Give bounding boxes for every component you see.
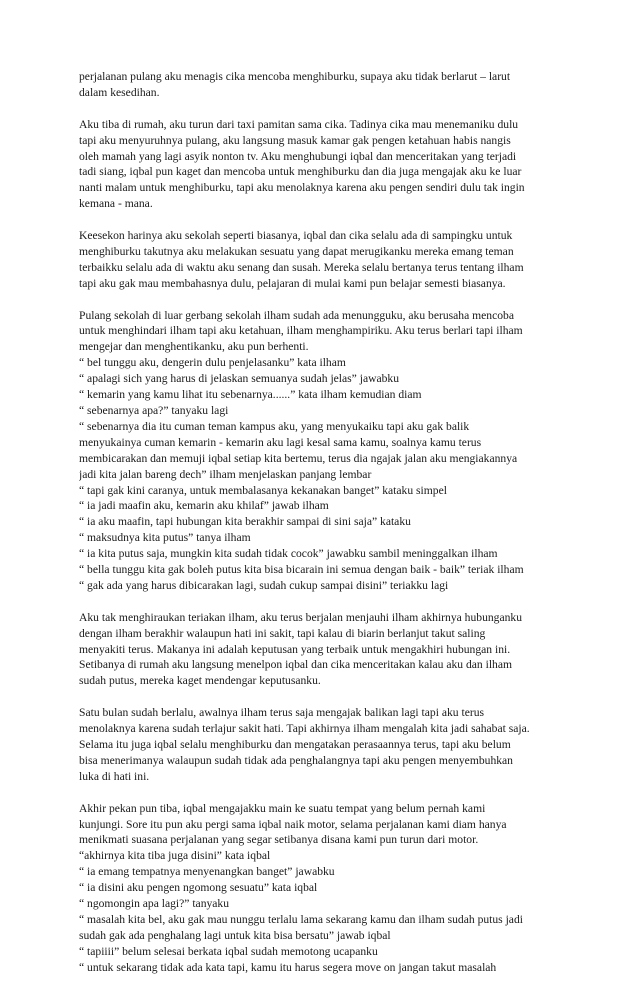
text-line: menghiburku takutnya aku melakukan sesuatu yang dapat merugikanku mereka emang teman <box>79 244 514 258</box>
paragraph <box>79 117 569 212</box>
text-line: “ apalagi sich yang harus di jelaskan semuanya sudah jelas” jawabku <box>79 372 400 386</box>
text-line: tadi siang, iqbal pun kaget dan mencoba untuk menghiburku dan dia juga mengajak aku ke luar <box>79 165 522 179</box>
text-line: “ ngomongin apa lagi?” tanyaku <box>79 897 230 911</box>
text-line: menolaknya karena sudah terlajur sakit hati. Tapi akhirnya ilham mengalah kita jadi sahabat saja. <box>79 722 530 736</box>
text-line: bisa menerimanya walaupun sudah tidak ada penghalangnya tapi aku pengen menyembuhkan <box>79 753 513 767</box>
text-line: “akhirnya kita tiba juga disini” kata iqbal <box>79 849 271 863</box>
text-line: “ masalah kita bel, aku gak mau nunggu terlalu lama sekarang kamu dan ilham sudah putus jadi <box>79 912 523 926</box>
text-line: dengan ilham berakhir walaupun hati ini sakit, tapi kalau di biarin berlanjut takut saling <box>79 626 486 640</box>
text-line: sudah gak ada penghalang lagi untuk kita bisa bersatu” jawab iqbal <box>79 928 391 942</box>
text-line: “ ia aku maafin, tapi hubungan kita berakhir sampai di sini saja” kataku <box>79 515 411 529</box>
text-line: luka di hati ini. <box>79 769 150 783</box>
text-line: “ ia jadi maafin aku, kemarin aku khilaf” jawab ilham <box>79 499 329 513</box>
text-line: oleh mamah yang lagi asyik nonton tv. Aku menghubungi iqbal dan menceritakan yang terjadi <box>79 149 517 163</box>
text-line: “ gak ada yang harus dibicarakan lagi, sudah cukup sampai disini” teriakku lagi <box>79 578 449 592</box>
text-line: menyukainya cuman kemarin - kemarin aku lagi kesal sama kamu, soalnya kamu terus <box>79 435 482 449</box>
text-line: perjalanan pulang aku menagis cika mencoba menghiburku, supaya aku tidak berlarut – larut <box>79 70 511 83</box>
paragraph <box>79 308 569 594</box>
text-line: “ bel tunggu aku, dengerin dulu penjelasanku” kata ilham <box>79 356 346 370</box>
text-line: Setibanya di rumah aku langsung menelpon iqbal dan cika menceritakan kalau aku dan ilham <box>79 658 513 672</box>
text-line: Pulang sekolah di luar gerbang sekolah ilham sudah ada menungguku, aku berusaha mencoba <box>79 308 514 322</box>
text-line: “ untuk sekarang tidak ada kata tapi, kamu itu harus segera move on jangan takut masalah <box>79 960 497 974</box>
paragraph <box>79 69 569 101</box>
text-line: “ ia emang tempatnya menyenangkan banget” jawabku <box>79 865 335 879</box>
paragraph <box>79 610 569 690</box>
text-line: tapi aku menyuruhnya pulang, aku langsung masuk kamar gak pengen ketahuan habis nangis <box>79 133 511 147</box>
text-line: Selama itu juga iqbal selalu menghiburku dan mengatakan perasaannya terus, tapi aku belum <box>79 737 511 751</box>
text-line: sudah putus, mereka kaget mendengar keputusanku. <box>79 674 321 688</box>
text-line: menikmati suasana perjalanan yang segar setibanya disana kami pun turun dari motor. <box>79 833 479 847</box>
text-line: “ ia disini aku pengen ngomong sesuatu” kata iqbal <box>79 881 318 895</box>
text-line: membicarakan dan memuji iqbal setiap kita bertemu, terus dia ngajak jalan aku mengiakannya <box>79 451 518 465</box>
paragraph <box>79 801 569 976</box>
text-line: mengejar dan menghentikanku, aku pun berhenti. <box>79 340 309 354</box>
text-line: untuk menghindari ilham tapi aku ketahuan, ilham menghampiriku. Aku terus berlari tapi ilham <box>79 324 523 338</box>
text-line: Aku tiba di rumah, aku turun dari taxi pamitan sama cika. Tadinya cika mau menemaniku dulu <box>79 117 519 131</box>
document-body <box>79 69 569 991</box>
text-line: Aku tak menghiraukan teriakan ilham, aku terus berjalan menjauhi ilham akhirnya hubunganku <box>79 610 523 624</box>
text-line: kemana - mana. <box>79 197 153 211</box>
text-line: “ bella tunggu kita gak boleh putus kita bisa bicarain ini semua dengan baik - baik” teriak ilham <box>79 563 524 577</box>
paragraph <box>79 705 569 785</box>
text-line: “ sebenarnya apa?” tanyaku lagi <box>79 403 229 417</box>
paragraph <box>79 228 569 292</box>
text-line: jadi kita jalan bareng dech” ilham menjelaskan panjang lembar <box>79 467 372 481</box>
text-line: “ tapi gak kini caranya, untuk membalasanya kekanakan banget” kataku simpel <box>79 483 447 497</box>
text-line: “ ia kita putus saja, mungkin kita sudah tidak cocok” jawabku sambil meninggalkan ilham <box>79 547 498 561</box>
text-line: Keesekon harinya aku sekolah seperti biasanya, iqbal dan cika selalu ada di sampingku untuk <box>79 229 513 243</box>
text-line: Akhir pekan pun tiba, iqbal mengajakku main ke suatu tempat yang belum pernah kami <box>79 801 486 815</box>
text-line: “ sebenarnya dia itu cuman teman kampus aku, yang menyukaiku tapi aku gak balik <box>79 419 470 433</box>
text-line: nanti malam untuk menghiburku, tapi aku menolaknya karena aku pengen sendiri dulu tak ingin <box>79 181 525 195</box>
text-line: dalam kesedihan. <box>79 85 160 99</box>
text-line: terbaikku selalu ada di waktu aku senang dan susah. Mereka selalu bertanya terus tentang ilham <box>79 260 524 274</box>
text-line: menyakiti terus. Makanya ini adalah keputusan yang terbaik untuk mengakhiri hubungan ini. <box>79 642 511 656</box>
text-line: kunjungi. Sore itu pun aku pergi sama iqbal naik motor, selama perjalanan kami diam hanya <box>79 817 507 831</box>
text-line: “ kemarin yang kamu lihat itu sebenarnya......” kata ilham kemudian diam <box>79 388 422 402</box>
text-line: Satu bulan sudah berlalu, awalnya ilham terus saja mengajak balikan lagi tapi aku terus <box>79 706 485 720</box>
text-line: “ maksudnya kita putus” tanya ilham <box>79 531 251 545</box>
text-line: tapi aku gak mau membahasnya dulu, pelajaran di mulai kami pun belajar semesti biasanya. <box>79 276 506 290</box>
text-line: “ tapiiii” belum selesai berkata iqbal sudah memotong ucapanku <box>79 944 378 958</box>
